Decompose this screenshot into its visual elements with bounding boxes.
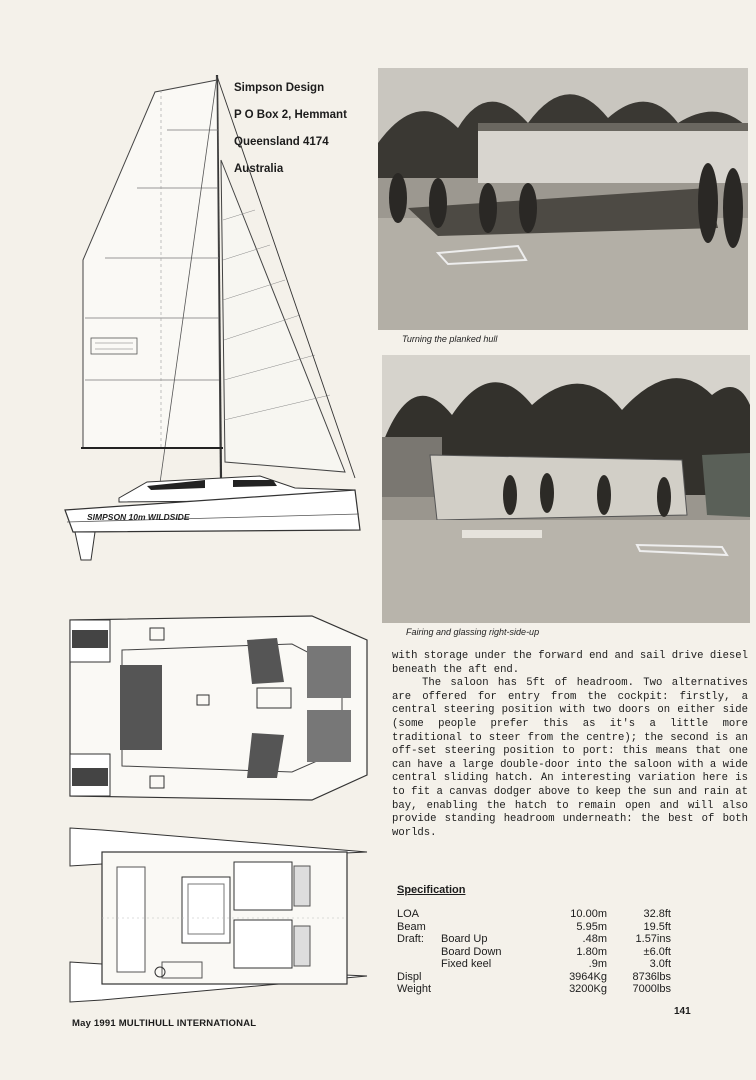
spec-metric: 3200Kg	[569, 983, 607, 995]
page-number: 141	[674, 1006, 691, 1017]
spec-label	[397, 946, 441, 959]
specification-table	[397, 908, 671, 996]
spec-label: LOA	[397, 908, 420, 920]
accommodation-plan-drawing	[62, 822, 372, 1007]
spec-row	[397, 983, 671, 996]
spec-imperial: 32.8ft	[643, 908, 671, 920]
spec-label: Displ	[397, 970, 422, 983]
spec-row	[397, 971, 671, 984]
spec-imperial: 7000lbs	[632, 983, 671, 995]
spec-sublabel: Board Down	[441, 945, 502, 958]
address-line: P O Box 2, Hemmant	[234, 108, 347, 121]
address-line: Australia	[234, 162, 284, 175]
spec-row	[397, 933, 671, 946]
spec-row	[397, 946, 671, 959]
spec-sublabel	[441, 983, 551, 996]
spec-label: Beam	[397, 920, 426, 933]
article-body	[392, 650, 748, 840]
spec-imperial: 1.57ins	[635, 933, 671, 945]
spec-sublabel	[441, 908, 551, 921]
specification-heading: Specification	[397, 884, 466, 896]
spec-row	[397, 921, 671, 934]
sail-plan-drawing	[55, 70, 375, 570]
photo-fairing-glassing-image	[382, 355, 750, 623]
footer-publication: May 1991 MULTIHULL INTERNATIONAL	[72, 1018, 257, 1029]
photo-fairing-glassing	[382, 355, 750, 623]
spec-sublabel: Fixed keel	[441, 958, 492, 970]
spec-imperial: 19.5ft	[643, 920, 671, 933]
spec-metric: .9m	[588, 958, 607, 970]
deck-plan-drawing	[62, 610, 372, 805]
address-line: Simpson Design	[234, 81, 325, 94]
spec-sublabel: Board Up	[441, 933, 488, 945]
spec-sublabel	[441, 971, 551, 984]
spec-imperial: 3.0ft	[649, 958, 671, 970]
address-line: Queensland 4174	[234, 135, 329, 148]
spec-metric: 3964Kg	[569, 970, 607, 983]
spec-label	[397, 958, 441, 971]
spec-metric: .48m	[582, 933, 607, 945]
spec-row	[397, 958, 671, 971]
spec-imperial: 8736lbs	[632, 970, 671, 983]
paragraph: The saloon has 5ft of headroom. Two alternatives are offered for entry from the cockpit: firstly, a central steering position with two doors on either side (some people prefer this as it's a little more traditional to steer from the centre); the second is an off-set steering position to port: this means that one can have a large double-door into the saloon with a wide central sliding hatch. An interesting variation here is to fit a canvas dodger above to keep the sun and rain at bay, enabling the hatch to remain open and will also provide standing headroom underneath: the best of both worlds.	[392, 677, 749, 839]
photo-caption: Fairing and glassing right-side-up	[406, 627, 540, 637]
spec-imperial: ±6.0ft	[643, 945, 671, 958]
photo-caption: Turning the planked hull	[402, 334, 498, 344]
spec-sublabel	[441, 921, 551, 934]
spec-label: Draft:	[397, 933, 424, 945]
spec-metric: 1.80m	[576, 945, 607, 958]
paragraph: with storage under the forward end and sail drive diesel beneath the aft end.	[392, 650, 749, 676]
photo-turning-hull-image	[378, 68, 748, 330]
spec-metric: 5.95m	[576, 920, 607, 933]
photo-turning-hull	[378, 68, 748, 330]
spec-row	[397, 908, 671, 921]
hull-name: SIMPSON 10m WILDSIDE	[87, 512, 190, 522]
spec-label: Weight	[397, 983, 432, 995]
spec-metric: 10.00m	[570, 908, 607, 920]
